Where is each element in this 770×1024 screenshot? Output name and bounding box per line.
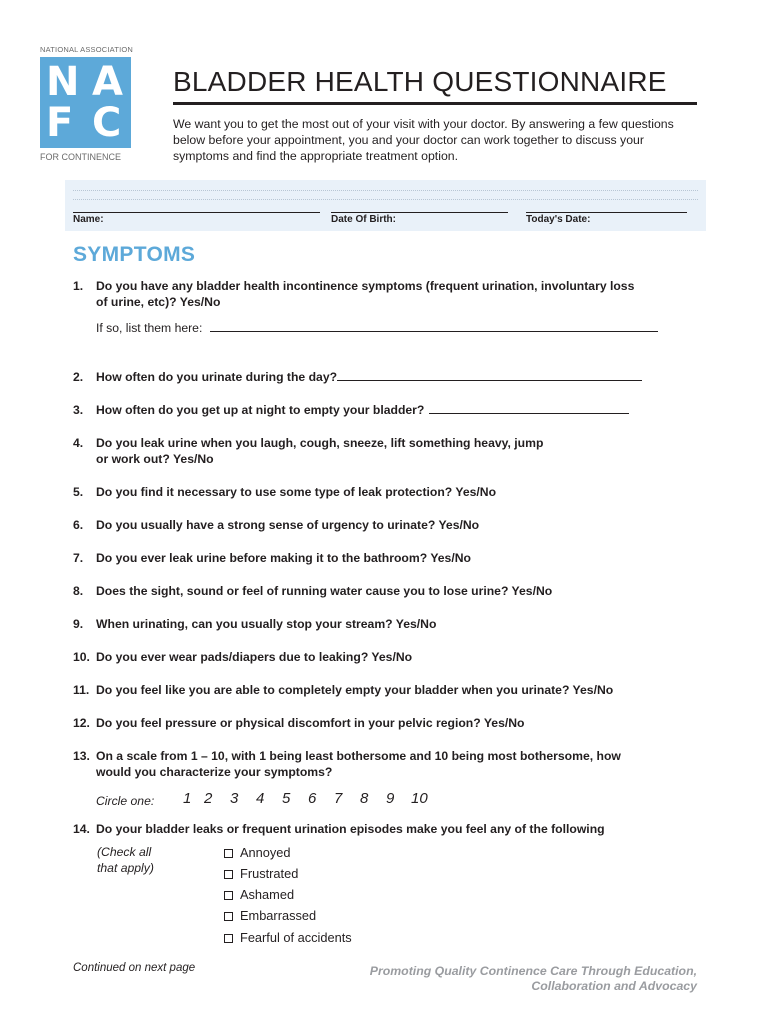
question-text: Do you ever leak urine before making it to the bathroom? Yes/No	[96, 551, 471, 565]
question-text: Do you leak urine when you laugh, cough, sneeze, lift something heavy, jump	[96, 436, 544, 450]
title-rule	[173, 102, 697, 105]
question-text: Does the sight, sound or feel of running water cause you to lose urine? Yes/No	[96, 584, 553, 598]
question-number: 3.	[73, 403, 84, 417]
scale-option-5[interactable]: 5	[282, 790, 291, 807]
continued-note: Continued on next page	[73, 962, 196, 974]
checkbox-icon[interactable]	[224, 870, 233, 879]
question-text: Do your bladder leaks or frequent urination episodes make you feel any of the following	[96, 822, 605, 836]
question-number: 5.	[73, 485, 84, 499]
option-annoyed[interactable]	[224, 845, 291, 860]
logo-letter-a: A	[92, 59, 123, 105]
scale-option-6[interactable]: 6	[308, 790, 317, 807]
name-field[interactable]	[73, 212, 320, 213]
question-number: 11.	[73, 683, 90, 697]
question-text: of urine, etc)? Yes/No	[96, 295, 221, 309]
question-text: Do you usually have a strong sense of urgency to urinate? Yes/No	[96, 518, 480, 532]
question-text: Do you feel like you are able to completely empty your bladder when you urinate? Yes/No	[96, 683, 614, 697]
checkbox-icon[interactable]	[224, 912, 233, 921]
logo-letter-f: F	[46, 100, 74, 146]
question-text-wrap	[96, 402, 629, 418]
q14-hint-line1: (Check all	[97, 845, 152, 859]
checkbox-icon[interactable]	[224, 849, 233, 858]
option-ashamed[interactable]	[224, 887, 294, 902]
option-label: Frustrated	[240, 866, 299, 881]
tagline-line2: Collaboration and Advocacy	[531, 979, 697, 993]
scale-option-10[interactable]: 10	[411, 790, 428, 807]
option-embarrassed[interactable]	[224, 908, 316, 923]
question-number: 12.	[73, 716, 90, 730]
footer-tagline	[370, 964, 697, 994]
question-text-wrap	[96, 369, 642, 385]
dotted-guide	[73, 190, 698, 191]
question-text: Do you ever wear pads/diapers due to leaking? Yes/No	[96, 650, 413, 664]
intro-text: We want you to get the most out of your visit with your doctor. By answering a few questions below before your appointment, you and your doctor can work together to discuss your symptoms and find the appropriate treatment option.	[173, 117, 674, 163]
today-date-label: Today's Date:	[526, 214, 591, 225]
nafc-logo	[40, 57, 131, 148]
option-fearful-of-accidents[interactable]	[224, 930, 352, 945]
scale-label: Circle one:	[96, 794, 155, 808]
name-label: Name:	[73, 214, 104, 225]
logo-bottom-text: FOR CONTINENCE	[40, 152, 121, 162]
question-number: 10.	[73, 650, 90, 664]
scale-option-4[interactable]: 4	[256, 790, 265, 807]
option-label: Embarrassed	[240, 908, 317, 923]
question-text: Do you have any bladder health incontinence symptoms (frequent urination, involuntary loss	[96, 279, 635, 293]
question-number: 9.	[73, 617, 84, 631]
option-frustrated[interactable]	[224, 866, 298, 881]
q14-hint-line2: that apply)	[97, 861, 154, 875]
question-number: 4.	[73, 436, 84, 450]
q3-answer-field[interactable]	[429, 403, 629, 414]
scale-option-8[interactable]: 8	[360, 790, 369, 807]
question-number: 8.	[73, 584, 84, 598]
logo-top-text: NATIONAL ASSOCIATION	[40, 45, 134, 54]
q2-answer-field[interactable]	[337, 370, 642, 381]
section-title: SYMPTOMS	[73, 243, 196, 266]
checkbox-icon[interactable]	[224, 891, 233, 900]
checkbox-icon[interactable]	[224, 934, 233, 943]
q1-followup	[96, 321, 658, 335]
question-number: 2.	[73, 370, 84, 384]
dotted-guide	[73, 199, 698, 200]
patient-info-band	[65, 180, 706, 231]
logo-letter-n: N	[46, 59, 80, 105]
question-text: Do you find it necessary to use some type of leak protection? Yes/No	[96, 485, 497, 499]
option-label: Fearful of accidents	[240, 930, 352, 945]
scale-option-9[interactable]: 9	[386, 790, 395, 807]
question-text: On a scale from 1 – 10, with 1 being least bothersome and 10 being most bothersome, how	[96, 749, 621, 763]
question-text: Do you feel pressure or physical discomfort in your pelvic region? Yes/No	[96, 716, 525, 730]
question-number: 13.	[73, 749, 90, 763]
scale-option-7[interactable]: 7	[334, 790, 343, 807]
q1-symptoms-field[interactable]	[210, 321, 658, 332]
scale-option-3[interactable]: 3	[230, 790, 239, 807]
question-number: 14.	[73, 822, 90, 836]
question-text: would you characterize your symptoms?	[96, 765, 333, 779]
dob-field[interactable]	[331, 212, 508, 213]
question-number: 7.	[73, 551, 84, 565]
option-label: Annoyed	[240, 845, 291, 860]
page-title: BLADDER HEALTH QUESTIONNAIRE	[173, 66, 667, 97]
question-text: or work out? Yes/No	[96, 452, 214, 466]
question-number: 1.	[73, 279, 84, 293]
q1-followup-label: If so, list them here:	[96, 321, 203, 335]
option-label: Ashamed	[240, 887, 295, 902]
logo-letter-c: C	[92, 100, 122, 146]
question-text: When urinating, can you usually stop your stream? Yes/No	[96, 617, 437, 631]
scale-option-1[interactable]: 1	[183, 790, 192, 807]
tagline-line1: Promoting Quality Continence Care Through Education,	[369, 964, 697, 978]
scale-option-2[interactable]: 2	[204, 790, 213, 807]
question-number: 6.	[73, 518, 84, 532]
question-text: How often do you urinate during the day?	[96, 370, 338, 384]
question-text: How often do you get up at night to empty your bladder?	[96, 403, 425, 417]
today-date-field[interactable]	[526, 212, 687, 213]
dob-label: Date Of Birth:	[331, 214, 396, 225]
